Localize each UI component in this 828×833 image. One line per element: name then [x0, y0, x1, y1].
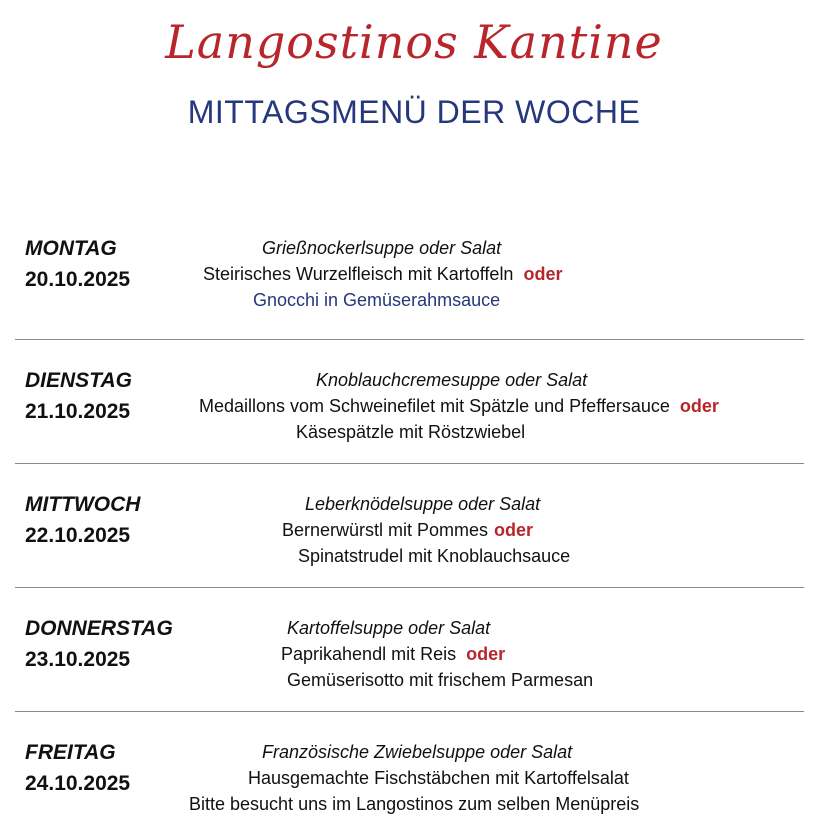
day-name: MITTWOCH [25, 493, 141, 516]
day-date: 22.10.2025 [25, 524, 131, 547]
day-date: 21.10.2025 [25, 400, 131, 423]
day-date: 24.10.2025 [25, 772, 131, 795]
soup-line: Knoblauchcremesuppe oder Salat [316, 370, 588, 390]
main-dish-line [199, 394, 719, 418]
separator-line [15, 463, 804, 464]
day-date: 20.10.2025 [25, 268, 131, 291]
main-dish-line [203, 262, 562, 286]
main-dish-2: Spinatstrudel mit Knoblauchsauce [298, 546, 571, 566]
soup-line: Leberknödelsuppe oder Salat [305, 494, 541, 514]
main-dish-1: Hausgemachte Fischstäbchen mit Kartoffelsalat [248, 768, 629, 788]
or-label: oder [494, 520, 534, 540]
day-date: 23.10.2025 [25, 648, 131, 671]
main-dish-1: Medaillons vom Schweinefilet mit Spätzle und Pfeffersauce [199, 396, 670, 416]
main-dish-1: Paprikahendl mit Reis [281, 644, 457, 664]
separator-line [15, 587, 804, 588]
separator-line [15, 711, 804, 712]
main-dish-line [281, 642, 505, 666]
menu-heading: MITTAGSMENÜ DER WOCHE [187, 94, 641, 130]
soup-line: Grießnockerlsuppe oder Salat [262, 238, 502, 258]
main-dish-line [282, 518, 533, 542]
or-label: oder [523, 264, 563, 284]
day-name: MONTAG [25, 237, 117, 260]
or-label: oder [466, 644, 506, 664]
day-name: FREITAG [25, 741, 116, 764]
day-name: DIENSTAG [25, 369, 132, 392]
main-dish-2: Käsespätzle mit Röstzwiebel [296, 422, 526, 442]
brand-title: Langostinos Kantine [165, 15, 663, 69]
soup-line: Französische Zwiebelsuppe oder Salat [262, 742, 573, 762]
or-label: oder [679, 396, 719, 416]
main-dish-1: Steirisches Wurzelfleisch mit Kartoffeln [203, 264, 514, 284]
main-dish-2: Gemüserisotto mit frischem Parmesan [287, 670, 594, 690]
main-dish-1: Bernerwürstl mit Pommes [282, 520, 489, 540]
day-name: DONNERSTAG [25, 617, 173, 640]
info-note: Bitte besucht uns im Langostinos zum selben Menüpreis [189, 794, 640, 814]
separator-line [15, 339, 804, 340]
main-dish-2: Gnocchi in Gemüserahmsauce [253, 290, 501, 310]
soup-line: Kartoffelsuppe oder Salat [287, 618, 491, 638]
